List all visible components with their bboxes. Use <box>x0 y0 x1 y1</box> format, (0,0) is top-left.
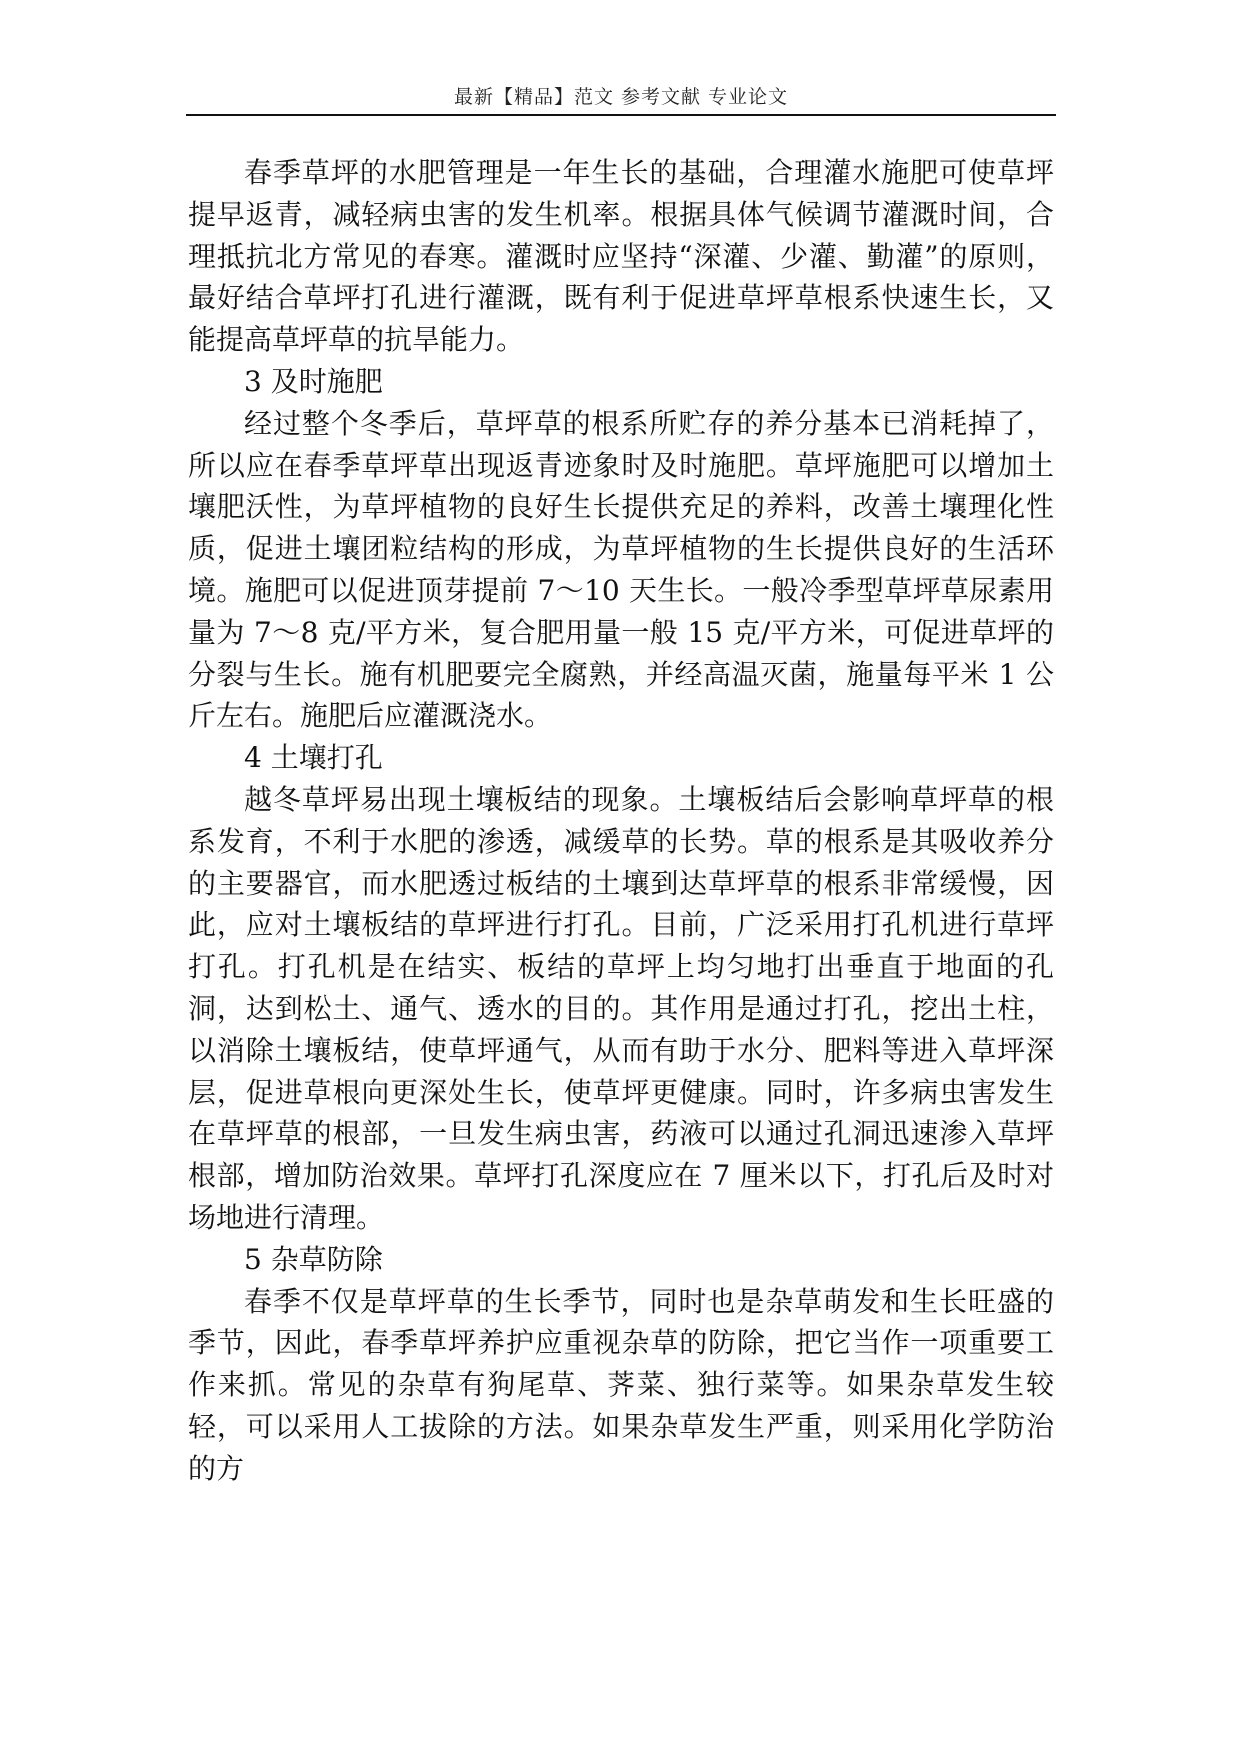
section-heading-fertilizing: 3 及时施肥 <box>244 364 383 398</box>
document-body <box>188 152 1054 1490</box>
page-header: 最新【精品】范文 参考文献 专业论文 <box>453 86 789 108</box>
section-heading-aeration: 4 土壤打孔 <box>244 741 383 775</box>
header-rule <box>186 114 1056 116</box>
paragraph-aeration: 越冬草坪易出现土壤板结的现象。土壤板结后会影响草坪草的根系发育，不利于水肥的渗透，减缓草的长势。草的根系是其吸收养分的主要器官，而水肥透过板结的土壤到达草坪草的根系非常缓慢，因此，应对土壤板结的草坪进行打孔。目前，广泛采用打孔机进行草坪打孔。打孔机是在结实、板结的草坪上均匀地打出垂直于地面的孔洞，达到松土、通气、透水的目的。其作用是通过打孔，挖出土柱，以消除土壤板结，使草坪通气，从而有助于水分、肥料等进入草坪深层，促进草根向更深处生长，使草坪更健康。同时，许多病虫害发生在草坪草的根部，一旦发生病虫害，药液可以通过孔洞迅速渗入草坪根部，增加防治效果。草坪打孔深度应在 7 厘米以下，打孔后及时对场地进行清理。 <box>188 782 1054 1234</box>
paragraph-water-fertilizer: 春季草坪的水肥管理是一年生长的基础，合理灌水施肥可使草坪提早返青，减轻病虫害的发生机率。根据具体气候调节灌溉时间，合理抵抗北方常见的春寒。灌溉时应坚持“深灌、少灌、勤灌”的原则，最好结合草坪打孔进行灌溉，既有利于促进草坪草根系快速生长，又能提高草坪草的抗旱能力。 <box>188 156 1054 357</box>
section-heading-weed-control: 5 杂草防除 <box>244 1242 383 1276</box>
paragraph-weed-control: 春季不仅是草坪草的生长季节，同时也是杂草萌发和生长旺盛的季节，因此，春季草坪养护应重视杂草的防除，把它当作一项重要工作来抓。常见的杂草有狗尾草、荠菜、独行菜等。如果杂草发生较轻，可以采用人工拔除的方法。如果杂草发生严重，则采用化学防治的方 <box>188 1284 1054 1485</box>
paragraph-fertilizing: 经过整个冬季后，草坪草的根系所贮存的养分基本已消耗掉了，所以应在春季草坪草出现返青迹象时及时施肥。草坪施肥可以增加土壤肥沃性，为草坪植物的良好生长提供充足的养料，改善土壤理化性质，促进土壤团粒结构的形成，为草坪植物的生长提供良好的生活环境。施肥可以促进顶芽提前 7～10 天生长。一般冷季型草坪草尿素用量为 7～8 克/平方米，复合肥用量一般 15 克/平方米，可促进草坪的分裂与生长。施有机肥要完全腐熟，并经高温灭菌，施量每平米 1 公斤左右。施肥后应灌溉浇水。 <box>188 406 1054 733</box>
